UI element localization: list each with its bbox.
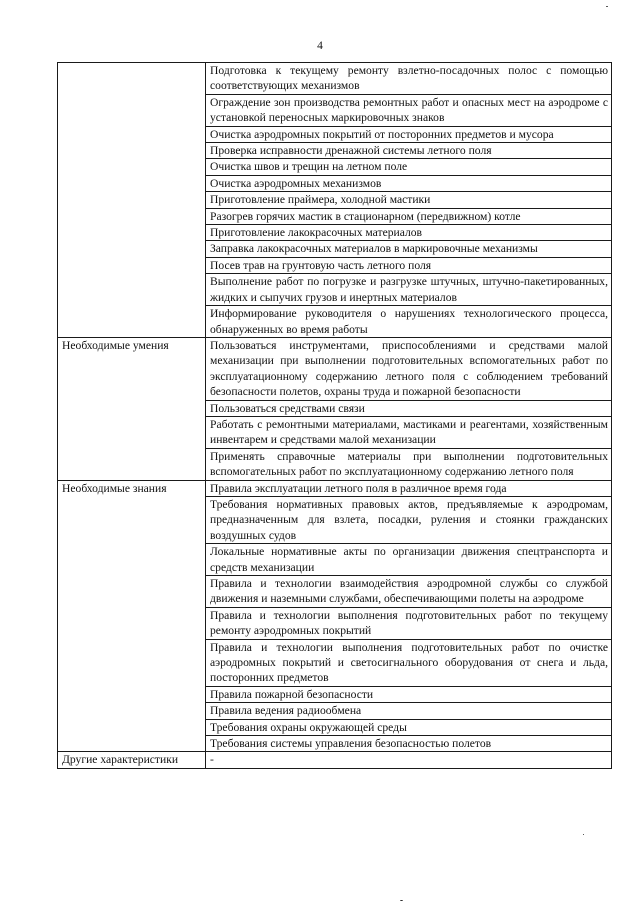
page-number: 4 — [317, 40, 323, 52]
row-group-label: Необходимые умения — [58, 337, 206, 480]
row-item-text: Ограждение зон производства ремонтных работ и опасных мест на аэродроме с установкой переносных маркировочных знаков — [206, 94, 612, 126]
row-group-label — [58, 63, 206, 338]
row-item-text: Требования охраны окружающей среды — [206, 719, 612, 735]
row-item-text: Приготовление лакокрасочных материалов — [206, 225, 612, 241]
table-row — [58, 752, 612, 768]
row-item-text: Пользоваться средствами связи — [206, 400, 612, 416]
row-item-text: Требования системы управления безопасностью полетов — [206, 736, 612, 752]
row-item-text: Правила и технологии выполнения подготовительных работ по очистке аэродромных покрытий и светосигнального оборудования от снега и льда, посторонних предметов — [206, 639, 612, 686]
row-item-text: Заправка лакокрасочных материалов в маркировочные механизмы — [206, 241, 612, 257]
row-item-text: Пользоваться инструментами, приспособлениями и средствами малой механизации при выполнении подготовительных вспомогательных работ по эксплуатационному содержанию летного поля с соблюдением требований безопасности полетов, охраны труда и пожарной безопасности — [206, 337, 612, 400]
row-item-text: Работать с ремонтными материалами, мастиками и реагентами, хозяйственным инвентарем и средствами малой механизации — [206, 416, 612, 448]
row-item-text: Требования нормативных правовых актов, предъявляемые к аэродромам, предназначенным для взлета, посадки, руления и стоянки гражданских воздушных судов — [206, 496, 612, 543]
row-item-text: Посев трав на грунтовую часть летного поля — [206, 257, 612, 273]
row-item-text: Информирование руководителя о нарушениях технологического процесса, обнаруженных во время работы — [206, 306, 612, 338]
table-row — [58, 337, 612, 400]
row-group-label: Другие характеристики — [58, 752, 206, 768]
row-item-text: Приготовление праймера, холодной мастики — [206, 192, 612, 208]
table-row — [58, 480, 612, 496]
row-item-text: Правила эксплуатации летного поля в различное время года — [206, 480, 612, 496]
row-item-text: - — [206, 752, 612, 768]
row-item-text: Локальные нормативные акты по организации движения спецтранспорта и средств механизации — [206, 544, 612, 576]
row-item-text: Применять справочные материалы при выполнении подготовительных вспомогательных работ по эксплуатационному содержанию летного поля — [206, 448, 612, 480]
row-item-text: Разогрев горячих мастик в стационарном (передвижном) котле — [206, 208, 612, 224]
row-item-text: Правила пожарной безопасности — [206, 686, 612, 702]
row-item-text: Правила ведения радиообмена — [206, 703, 612, 719]
competency-table — [57, 62, 612, 769]
row-group-label: Необходимые знания — [58, 480, 206, 752]
row-item-text: Очистка швов и трещин на летном поле — [206, 159, 612, 175]
table-row — [58, 63, 612, 95]
row-item-text: Очистка аэродромных механизмов — [206, 175, 612, 191]
row-item-text: Проверка исправности дренажной системы летного поля — [206, 143, 612, 159]
row-item-text: Подготовка к текущему ремонту взлетно-посадочных полос с помощью соответствующих механизмов — [206, 63, 612, 95]
row-item-text: Правила и технологии взаимодействия аэродромной службы со службой движения и наземными службами, обеспечивающими полеты на аэродроме — [206, 576, 612, 608]
row-item-text: Правила и технологии выполнения подготовительных работ по текущему ремонту аэродромных покрытий — [206, 607, 612, 639]
row-item-text: Очистка аэродромных покрытий от посторонних предметов и мусора — [206, 126, 612, 142]
row-item-text: Выполнение работ по погрузке и разгрузке штучных, штучно-пакетированных, жидких и сыпучих грузов и инертных материалов — [206, 274, 612, 306]
